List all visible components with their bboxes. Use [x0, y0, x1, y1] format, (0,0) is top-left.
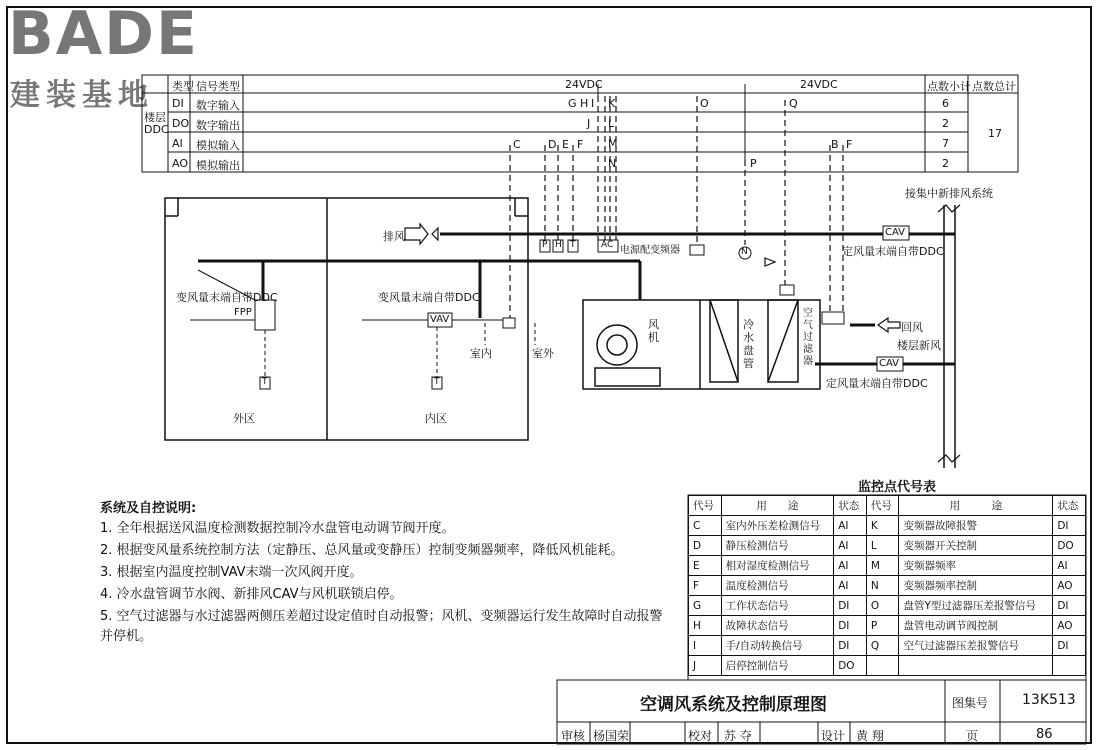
legend-use: 变频器开关控制: [899, 536, 1053, 556]
legend-use: 相对湿度检测信号: [721, 556, 834, 576]
io-row-type: 模拟输出: [196, 159, 240, 172]
signal-letter: P: [750, 157, 757, 170]
legend-code: I: [689, 636, 722, 656]
note-item: 并停机。: [100, 629, 153, 644]
check-label: 校对: [688, 729, 713, 743]
designer-name: 黄 翔: [856, 729, 884, 743]
page-number: 86: [1036, 727, 1053, 742]
legend-state: DI: [834, 616, 867, 636]
legend-state: AI: [834, 516, 867, 536]
legend-use: 盘管电动调节阀控制: [899, 616, 1053, 636]
legend-use: 故障状态信号: [721, 616, 834, 636]
riser: [944, 205, 955, 468]
legend-header: 状态: [1053, 496, 1086, 516]
legend-code: C: [689, 516, 722, 536]
note-item: 4. 冷水盘管调节水阀、新排风CAV与风机联锁启停。: [100, 587, 403, 602]
io-row-subtotal: 6: [942, 97, 949, 110]
legend-state: AI: [1053, 556, 1086, 576]
legend-state: DO: [834, 656, 867, 676]
legend-state: AO: [1053, 576, 1086, 596]
note-item: 2. 根据变风量系统控制方法（定静压、总风量或变静压）控制变频器频率，降低风机能耗。: [100, 543, 624, 558]
fresh-air-label: 接集中新排风系统: [905, 187, 993, 200]
signal-letter: K: [608, 97, 616, 110]
note-item: 1. 全年根据送风温度检测数据控制冷水盘管电动调节阀开度。: [100, 521, 455, 536]
legend-code: D: [689, 536, 722, 556]
signal-letter: O: [700, 97, 709, 110]
checker-name: 苏 夺: [724, 729, 752, 743]
signal-letter: C: [513, 138, 521, 151]
legend-use: 手/自动转换信号: [721, 636, 834, 656]
io-row-code: AI: [172, 137, 183, 150]
return-label: 回风: [901, 321, 923, 334]
legend-code: E: [689, 556, 722, 576]
legend-state: DI: [1053, 636, 1086, 656]
io-total: 17: [988, 127, 1002, 140]
cav-label: CAV: [879, 358, 900, 369]
outdoor-label: 室外: [532, 347, 554, 360]
legend-code: M: [866, 556, 899, 576]
legend-code: G: [689, 596, 722, 616]
signal-letter: G: [568, 97, 577, 110]
io-header-24vdc-1: 24VDC: [565, 78, 603, 91]
legend-use: 变频器频率控制: [899, 576, 1053, 596]
legend-state: AI: [834, 576, 867, 596]
legend-use: 变频器频率: [899, 556, 1053, 576]
legend-code: F: [689, 576, 722, 596]
legend-header: 用 途: [721, 496, 834, 516]
vav-note-outer: 变风量末端自带DDC: [176, 291, 278, 304]
legend-use: [899, 656, 1053, 676]
io-row-subtotal: 2: [942, 157, 949, 170]
sensor-t-outer: T: [262, 377, 268, 387]
legend-code: Q: [866, 636, 899, 656]
legend-state: DO: [1053, 536, 1086, 556]
io-row-type: 数字输入: [196, 99, 240, 112]
vav-label: VAV: [430, 314, 450, 325]
legend-code: J: [689, 656, 722, 676]
legend-use: 工作状态信号: [721, 596, 834, 616]
legend-code: P: [866, 616, 899, 636]
fpp-label: FPP: [234, 307, 252, 318]
signal-letter: B: [831, 138, 839, 151]
io-header-total: 点数总计: [972, 80, 1016, 93]
sensor-n: N: [741, 247, 748, 257]
legend-state: DI: [834, 596, 867, 616]
notes-title: 系统及自控说明:: [100, 501, 197, 516]
legend-header: 用 途: [899, 496, 1053, 516]
cav-note: 定风量末端自带DDC: [842, 245, 944, 258]
coil-label: 冷水盘管: [743, 318, 754, 370]
legend-header: 状态: [834, 496, 867, 516]
legend-use: 室内外压差检测信号: [721, 516, 834, 536]
drawing-title: 空调风系统及控制原理图: [640, 695, 827, 715]
reviewer-name: 杨国荣: [593, 729, 630, 743]
io-row-subtotal: 7: [942, 137, 949, 150]
signal-letter: F: [577, 138, 584, 151]
vfd-label: 电源配变频器: [620, 245, 680, 256]
legend-code: H: [689, 616, 722, 636]
signal-letter: I: [591, 97, 595, 110]
legend-use: 空气过滤器压差报警信号: [899, 636, 1053, 656]
sensor-t-inner: T: [434, 377, 440, 387]
legend-state: [1053, 656, 1086, 676]
legend-header: 代号: [689, 496, 722, 516]
filter-label: 空气过滤器: [803, 308, 813, 367]
page-label: 页: [966, 729, 979, 743]
legend-use: 静压检测信号: [721, 536, 834, 556]
sensor-t: T: [570, 240, 576, 250]
legend-state: DI: [1053, 596, 1086, 616]
legend-use: 变频器故障报警: [899, 516, 1053, 536]
legend-use: 温度检测信号: [721, 576, 834, 596]
design-label: 设计: [821, 729, 846, 743]
legend-code: [866, 656, 899, 676]
legend-header: 代号: [866, 496, 899, 516]
legend-state: AI: [834, 556, 867, 576]
legend-use: 盘管Y型过滤器压差报警信号: [899, 596, 1053, 616]
note-item: 3. 根据室内温度控制VAV末端一次风阀开度。: [100, 565, 363, 580]
note-item: 5. 空气过滤器与水过滤器两侧压差超过设定值时自动报警；风机、变频器运行发生故障时自动报警: [100, 609, 663, 624]
legend-code: K: [866, 516, 899, 536]
io-header-subtotal: 点数小计: [927, 80, 971, 93]
outer-zone-label: 外区: [233, 412, 255, 425]
io-header-signal: 信号类型: [196, 80, 240, 93]
signal-letter: E: [562, 138, 569, 151]
signal-letter: N: [608, 157, 617, 170]
logo-text: BADE: [8, 0, 199, 69]
signal-letter: Q: [789, 97, 798, 110]
sensor-p: P: [542, 240, 548, 250]
vav-note-inner: 变风量末端自带DDC: [378, 291, 480, 304]
legend-state: DI: [1053, 516, 1086, 536]
atlas-label: 图集号: [952, 696, 989, 710]
sensor-h: H: [555, 240, 562, 250]
atlas-number: 13K513: [1022, 692, 1076, 708]
legend-use: 启停控制信号: [721, 656, 834, 676]
legend-state: AO: [1053, 616, 1086, 636]
review-label: 审核: [561, 729, 586, 743]
io-group-label: 楼层DDC: [144, 111, 169, 136]
signal-letter: D: [548, 138, 557, 151]
io-row-code: DI: [172, 97, 184, 110]
legend-code: N: [866, 576, 899, 596]
signal-letter: F: [846, 138, 853, 151]
legend-title: 监控点代号表: [858, 480, 937, 495]
io-row-type: 模拟输入: [196, 139, 240, 152]
cav-label: CAV: [885, 227, 906, 238]
signal-letter: M: [608, 137, 618, 150]
legend-state: DI: [834, 636, 867, 656]
signal-letter: L: [608, 117, 615, 130]
exhaust-label: 排风: [383, 230, 405, 243]
io-row-type: 数字输出: [196, 119, 240, 132]
legend-table: [688, 495, 1086, 676]
signal-letter: J: [587, 117, 591, 130]
legend-code: O: [866, 596, 899, 616]
io-row-code: DO: [172, 117, 190, 130]
legend-code: L: [866, 536, 899, 556]
io-header-type: 类型: [172, 80, 194, 93]
inner-zone-label: 内区: [425, 412, 447, 425]
fan-label: 风机: [648, 318, 659, 344]
io-row-code: AO: [172, 157, 188, 170]
io-row-subtotal: 2: [942, 117, 949, 130]
io-header-24vdc-2: 24VDC: [800, 78, 838, 91]
ac-label: AC: [601, 240, 614, 250]
cav-note: 定风量末端自带DDC: [826, 377, 928, 390]
signal-letter: H: [580, 97, 589, 110]
legend-state: AI: [834, 536, 867, 556]
indoor-label: 室内: [470, 347, 492, 360]
logo-subtext: 建装基地: [10, 78, 154, 113]
ahu: [583, 300, 820, 389]
floor-fresh-label: 楼层新风: [897, 339, 941, 352]
